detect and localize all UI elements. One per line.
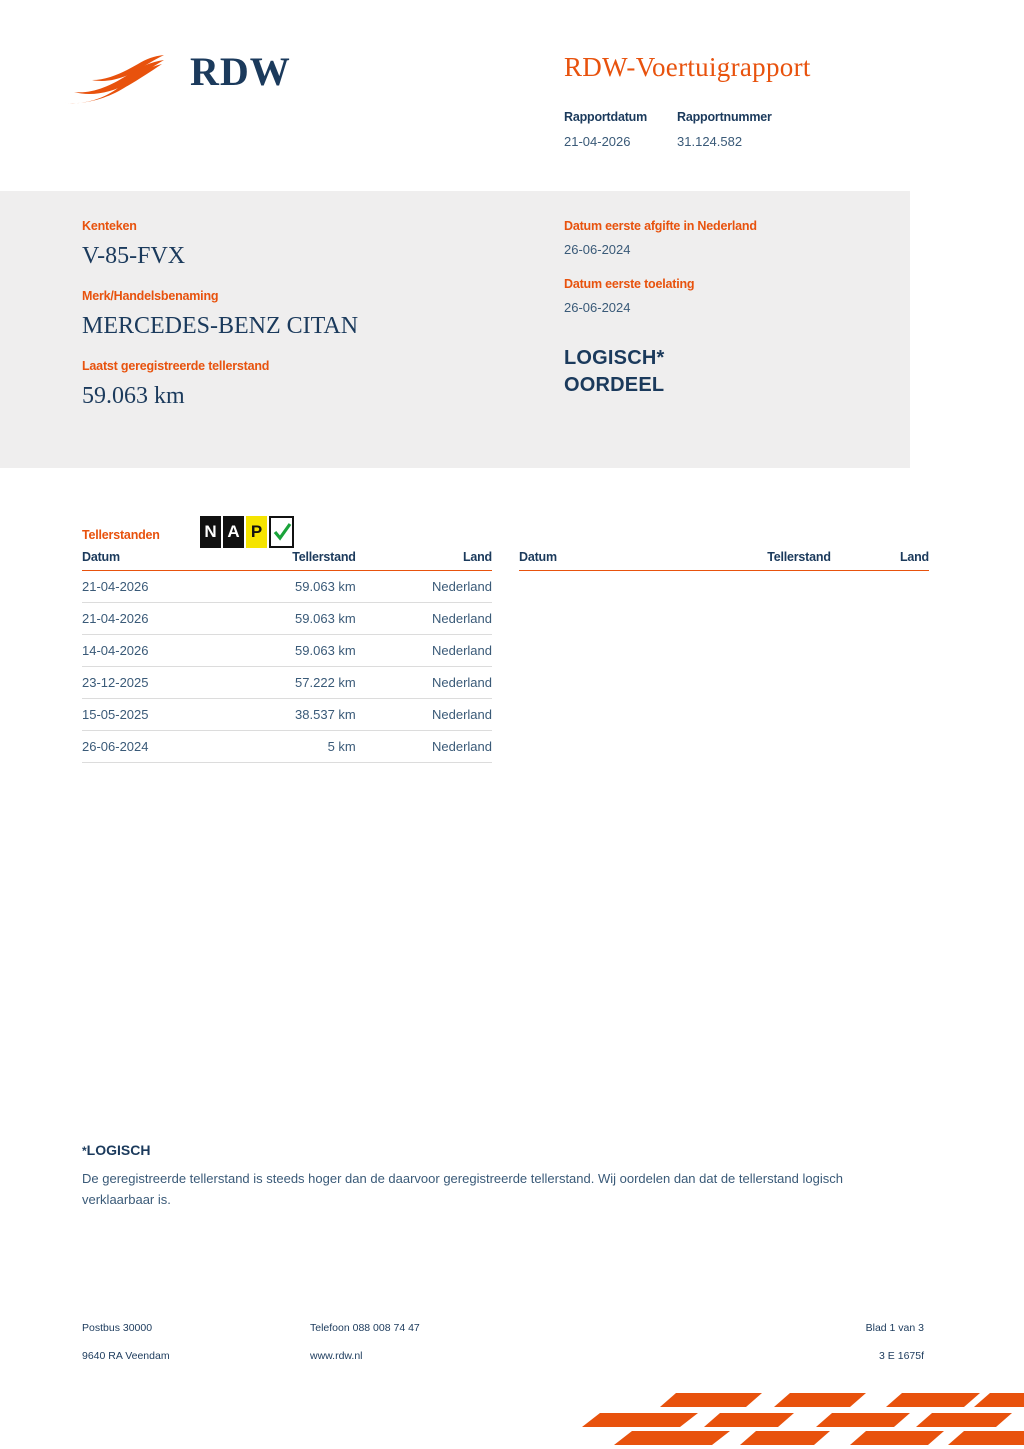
report-date-value: 21-04-2026 [564,134,631,149]
footer-decorative-stripes-icon [580,1379,1024,1449]
column-header-reading: Tellerstand [213,550,374,571]
odometer-table-body-empty [519,571,929,764]
report-meta [564,110,802,149]
footnote-title-text: LOGISCH [86,1142,151,1158]
verdict-block [564,345,904,399]
cell-reading: 5 km [213,731,374,763]
footer-phone: Telefoon 088 008 74 47 [310,1322,420,1334]
odometer-table-primary [82,550,492,763]
odometer-section-title: Tellerstanden [82,528,160,542]
last-odometer-label: Laatst geregistreerde tellerstand [82,359,270,373]
cell-reading: 59.063 km [213,603,374,635]
page-title: RDW-Voertuigrapport [564,52,811,82]
verdict-line-2: OORDEEL [564,374,665,396]
footnote-star: * [82,1144,87,1158]
cell-date: 14-04-2026 [82,635,213,667]
licence-plate-label: Kenteken [82,219,137,233]
odometer-section [82,528,942,763]
footer-website-link[interactable]: www.rdw.nl [310,1350,363,1362]
odometer-table-body [82,571,492,763]
cell-date: 21-04-2026 [82,603,213,635]
first-admission-label: Datum eerste toelating [564,277,695,291]
verdict-line-1: LOGISCH* [564,347,665,369]
column-header-reading: Tellerstand [624,550,849,571]
footer-row-2 [82,1350,924,1362]
column-header-date: Datum [82,550,213,571]
cell-reading: 59.063 km [213,571,374,603]
odometer-table-secondary [519,550,929,763]
report-number-block [677,110,772,149]
footer-address-line-2: 9640 RA Veendam [82,1350,170,1362]
cell-country: Nederland [374,731,492,763]
report-date-label: Rapportdatum [564,110,648,124]
summary-right-column [564,219,904,399]
footnote-body: De geregistreerde tellerstand is steeds hoger dan de daarvoor geregistreerde tellerstand. Wij oordelen dan dat de tellerstand logisch verklaarbaar is. [82,1171,843,1208]
cell-country: Nederland [374,635,492,667]
footnote-section [82,1142,882,1211]
brand-value: MERCEDES-BENZ CITAN [82,313,359,339]
summary-left-column [82,219,512,429]
licence-plate-value: V-85-FVX [82,243,186,269]
first-issue-nl-label: Datum eerste afgifte in Nederland [564,219,757,233]
footer-address-line-1: Postbus 30000 [82,1322,153,1334]
report-date-block [564,110,647,149]
rdw-logo-mark-icon [58,54,178,114]
brand-label: Merk/Handelsbenaming [82,289,219,303]
column-header-country: Land [374,550,492,571]
cell-date: 23-12-2025 [82,667,213,699]
cell-reading: 59.063 km [213,635,374,667]
document-header [0,0,1024,190]
footer-page-number: Blad 1 van 3 [865,1322,924,1334]
nap-letter-a: A [223,516,244,548]
report-number-label: Rapportnummer [677,110,772,124]
cell-date: 15-05-2025 [82,699,213,731]
first-issue-nl-value: 26-06-2024 [564,242,631,257]
table-row [82,699,492,731]
footer-form-code: 3 E 1675f [879,1350,924,1362]
table-row [82,635,492,667]
nap-letter-n: N [200,516,221,548]
cell-date: 26-06-2024 [82,731,213,763]
cell-reading: 38.537 km [213,699,374,731]
table-row [82,667,492,699]
cell-country: Nederland [374,603,492,635]
rdw-logo [58,40,318,130]
table-row-empty [519,571,929,764]
column-header-country: Land [849,550,929,571]
table-header-row [82,550,492,571]
footer-row-1 [82,1322,924,1334]
cell-date: 21-04-2026 [82,571,213,603]
document-footer [82,1322,924,1378]
last-odometer-value: 59.063 km [82,383,185,409]
table-row [82,603,492,635]
rdw-logo-text: RDW [190,49,291,94]
nap-letter-p: P [246,516,267,548]
cell-country: Nederland [374,571,492,603]
footnote-title [82,1142,882,1158]
table-row [82,731,492,763]
column-header-date: Datum [519,550,624,571]
report-number-value: 31.124.582 [677,134,743,149]
cell-reading: 57.222 km [213,667,374,699]
cell-country: Nederland [374,667,492,699]
table-header-row [519,550,929,571]
cell-country: Nederland [374,699,492,731]
table-row [82,571,492,603]
first-admission-value: 26-06-2024 [564,300,631,315]
